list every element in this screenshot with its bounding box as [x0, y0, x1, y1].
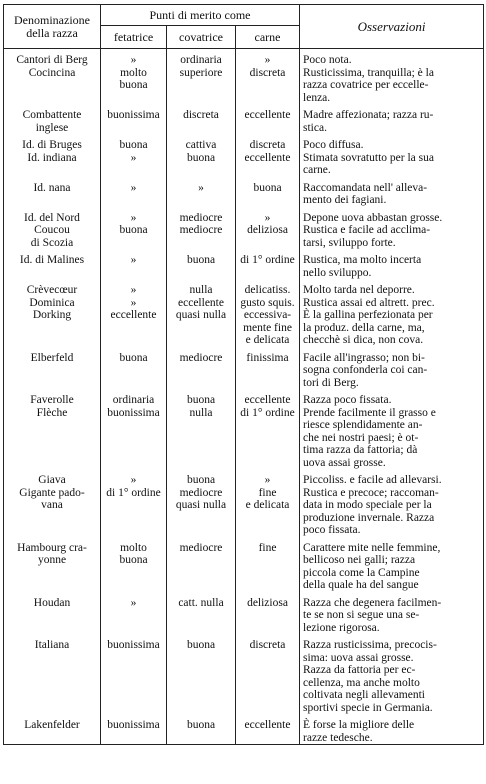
header-notes: Osservazioni	[300, 5, 484, 49]
breed-name-line: Giava	[38, 474, 66, 486]
meat-value-line: fine	[258, 541, 277, 554]
brooding-value-line: buona	[186, 639, 216, 651]
laying-value-line: »	[130, 254, 137, 266]
brooding-value	[167, 284, 236, 347]
brooding-value	[167, 597, 236, 635]
breed-name-line: Flèche	[36, 406, 68, 419]
breed-name	[4, 719, 101, 745]
notes-text-line: poco fissata.	[303, 524, 361, 536]
meat-value	[236, 284, 300, 347]
notes-text-line: Madre affezionata; razza ru-	[303, 109, 434, 121]
laying-value-line: buona	[119, 79, 148, 91]
breed-name-line: Lakenfelder	[24, 719, 80, 731]
brooding-value-line: discreta	[183, 109, 219, 121]
table-row	[4, 254, 484, 279]
meat-value	[236, 474, 300, 537]
brooding-value	[167, 139, 236, 177]
meat-value	[236, 639, 300, 714]
brooding-value	[167, 212, 236, 250]
breed-name-line: vana	[41, 499, 63, 511]
notes-text-line: Depone uova abbastan grosse.	[303, 211, 443, 224]
notes-text-line: mento dei fagiani.	[303, 194, 387, 206]
brooding-value-line: catt. nulla	[178, 596, 224, 609]
brooding-value-line: mediocre	[179, 486, 223, 499]
notes-text-line: uova assai grosse.	[303, 456, 386, 469]
brooding-value	[167, 54, 236, 104]
breed-name	[4, 284, 101, 347]
meat-value-line: e delicata	[245, 499, 290, 511]
notes-text-line: Razza poco fissata.	[303, 394, 392, 406]
laying-value-line: buona	[119, 139, 148, 151]
breed-name-line: Coucou	[34, 224, 70, 236]
table-row	[4, 212, 484, 250]
notes-text-line: stica.	[303, 121, 327, 134]
laying-value-line: buonissima	[107, 639, 160, 651]
notes-text	[300, 394, 484, 469]
brooding-value-line: mediocre	[179, 541, 223, 554]
breed-name-line: Elberfeld	[30, 351, 74, 364]
meat-value-line: discreta	[249, 66, 286, 79]
table-row	[4, 597, 484, 635]
laying-value	[101, 254, 167, 279]
breed-name	[4, 212, 101, 250]
notes-text-line: Rustica e facile ad acclima-	[303, 224, 431, 236]
breed-name-line: Faverolle	[30, 394, 74, 406]
table-row	[4, 639, 484, 714]
notes-text-line: Carattere mite nelle femmine,	[303, 541, 441, 554]
laying-value	[101, 284, 167, 347]
notes-text-line: Rustica, ma molto incerta	[303, 254, 422, 266]
brooding-value-line: eccellente	[178, 296, 224, 309]
notes-text-line: Piccoliss. e facile ad allevarsi.	[303, 474, 442, 486]
laying-value-line: »	[130, 54, 137, 66]
laying-value-line: buonissima	[107, 719, 160, 731]
meat-value	[236, 542, 300, 592]
brooding-value-line: buona	[186, 719, 216, 731]
breed-name-line: Dorking	[32, 309, 72, 321]
notes-text-line: te se non si segue una se-	[303, 609, 420, 621]
meat-value-line: delicatiss.	[244, 284, 291, 296]
meat-value	[236, 182, 300, 207]
laying-value-line: »	[130, 474, 137, 486]
notes-text	[300, 719, 484, 745]
meat-value	[236, 54, 300, 104]
header-laying: fetatrice	[101, 26, 167, 49]
notes-text	[300, 54, 484, 104]
brooding-value-line: buona	[186, 474, 216, 486]
notes-text-line: riesce splendidamente an-	[303, 419, 423, 431]
notes-text-line: checchè si dica, non cova.	[303, 334, 424, 346]
meat-value-line: eccellente	[244, 109, 291, 121]
notes-text-line: della quale ha del sangue	[303, 579, 419, 591]
meat-value	[236, 394, 300, 469]
breed-name-line: Cocincina	[28, 66, 76, 79]
laying-value-line: »	[130, 284, 137, 296]
notes-text-line: coltivata negli allevamenti	[303, 689, 425, 701]
notes-text-line: Stimata sovratutto per la sua	[303, 151, 434, 164]
laying-value	[101, 597, 167, 635]
notes-text-line: sogna confonderla coi can-	[303, 364, 428, 376]
laying-value-line: »	[130, 151, 137, 164]
laying-value	[101, 352, 167, 390]
notes-text-line: che nei nostri paesi; è ot-	[303, 431, 419, 444]
breed-name-line: Crèvecœur	[26, 284, 78, 296]
brooding-value-line: mediocre	[179, 224, 223, 236]
notes-text	[300, 352, 484, 390]
breed-name-line: Gigante pado-	[19, 486, 85, 499]
notes-text-line: piccola come la Campine	[303, 566, 420, 579]
notes-text-line: Molto tarda nel deporre.	[303, 284, 415, 296]
notes-text-line: cellenza, ma anche molto	[303, 676, 420, 689]
breed-name	[4, 54, 101, 104]
notes-text	[300, 109, 484, 134]
notes-text-line: Rustica assai ed altrett. prec.	[303, 296, 435, 309]
breed-name-line: Cantori di Berg	[16, 54, 88, 66]
notes-text	[300, 639, 484, 714]
breed-name	[4, 352, 101, 390]
notes-text	[300, 597, 484, 635]
meat-value	[236, 109, 300, 134]
brooding-value-line: mediocre	[179, 351, 223, 364]
breed-name-line: yonne	[37, 554, 67, 566]
meat-value	[236, 139, 300, 177]
laying-value-line: molto	[120, 66, 147, 79]
laying-value-line: buona	[119, 351, 148, 364]
laying-value	[101, 719, 167, 745]
notes-text-line: Rusticissima, tranquilla; è la	[303, 66, 434, 79]
notes-text-line: sportivi specie in Germania.	[303, 701, 433, 714]
table-row	[4, 352, 484, 390]
brooding-value	[167, 182, 236, 207]
breed-name	[4, 254, 101, 279]
meat-value	[236, 719, 300, 745]
breed-name-line: Id. del Nord	[24, 211, 80, 224]
breed-name-line: Italiana	[34, 639, 70, 651]
notes-text-line: Prende facilmente il grasso e	[303, 406, 436, 419]
notes-text-line: la produz. della carne, ma,	[303, 321, 425, 334]
table-row	[4, 394, 484, 469]
meat-value-line: di 1° ordine	[240, 406, 295, 419]
laying-value-line: buonissima	[107, 109, 160, 121]
breed-name-line: di Scozia	[30, 236, 74, 249]
brooding-value-line: quasi nulla	[175, 309, 227, 321]
meat-value-line: eccellente	[244, 151, 291, 164]
notes-text	[300, 542, 484, 592]
table-body	[4, 49, 484, 745]
brooding-value	[167, 474, 236, 537]
meat-value-line: »	[264, 54, 271, 66]
laying-value-line: eccellente	[110, 309, 157, 321]
laying-value-line: buona	[119, 554, 148, 566]
meat-value-line: »	[264, 211, 271, 224]
laying-value-line: ordinaria	[112, 394, 155, 406]
notes-text-line: lezione rigorosa.	[303, 621, 380, 634]
table-row	[4, 542, 484, 592]
brooding-value-line: buona	[186, 394, 216, 406]
breed-table	[3, 4, 484, 745]
table-row	[4, 182, 484, 207]
header-brooding: covatrice	[167, 26, 236, 49]
meat-value-line: eccellente	[244, 719, 291, 731]
table-row	[4, 139, 484, 177]
breed-name-line: Houdan	[33, 596, 71, 609]
brooding-value	[167, 542, 236, 592]
laying-value	[101, 212, 167, 250]
meat-value-line: discreta	[249, 639, 286, 651]
table-row	[4, 109, 484, 134]
table-row	[4, 284, 484, 347]
breed-name-line: Combattente	[22, 109, 82, 121]
breed-name	[4, 639, 101, 714]
notes-text-line: tori di Berg.	[303, 376, 359, 389]
notes-text	[300, 182, 484, 207]
brooding-value-line: superiore	[179, 66, 223, 79]
notes-text-line: razze tedesche.	[303, 731, 373, 744]
notes-text	[300, 474, 484, 537]
notes-text-line: sima: uova assai grosse.	[303, 651, 414, 664]
brooding-value	[167, 352, 236, 390]
breed-name	[4, 542, 101, 592]
table-row	[4, 719, 484, 745]
notes-text-line: produzione invernale. Razza	[303, 511, 435, 524]
laying-value-line: »	[130, 596, 137, 609]
meat-value-line: e delicata	[245, 334, 290, 346]
meat-value	[236, 597, 300, 635]
meat-value-line: di 1° ordine	[240, 254, 295, 266]
meat-value	[236, 212, 300, 250]
laying-value	[101, 109, 167, 134]
laying-value	[101, 474, 167, 537]
meat-value	[236, 352, 300, 390]
breed-name	[4, 109, 101, 134]
notes-text-line: Razza rusticissima, precocis-	[303, 639, 437, 651]
notes-text-line: tima razza da fattoria; dà	[303, 444, 418, 456]
laying-value-line: »	[130, 211, 137, 224]
breed-name-line: Id. di Malines	[19, 254, 85, 266]
brooding-value-line: cattiva	[185, 139, 217, 151]
meat-value-line: fine	[258, 486, 277, 499]
meat-value	[236, 254, 300, 279]
notes-text	[300, 284, 484, 347]
notes-text-line: Razza che degenera facilmen-	[303, 596, 442, 609]
laying-value-line: »	[130, 181, 137, 194]
notes-text-line: È forse la migliore delle	[303, 719, 415, 731]
breed-name-line: Id. nana	[33, 181, 71, 194]
notes-text-line: bellicoso nei galli; razza	[303, 554, 416, 566]
table-row	[4, 54, 484, 104]
breed-name-line: Hambourg cra-	[17, 541, 87, 554]
meat-value-line: buona	[253, 181, 282, 194]
meat-value-line: deliziosa	[247, 224, 288, 236]
laying-value	[101, 542, 167, 592]
brooding-value	[167, 109, 236, 134]
meat-value-line: mente fine	[243, 321, 292, 334]
meat-value-line: gusto squis.	[240, 296, 295, 309]
notes-text-line: tarsi, sviluppo forte.	[303, 236, 396, 249]
laying-value	[101, 394, 167, 469]
brooding-value	[167, 394, 236, 469]
breed-name	[4, 139, 101, 177]
header-merit-group: Punti di merito come	[101, 5, 300, 26]
laying-value	[101, 139, 167, 177]
notes-text-line: carne.	[303, 164, 331, 176]
breed-name	[4, 597, 101, 635]
meat-value-line: finissima	[246, 351, 289, 364]
notes-text	[300, 139, 484, 177]
meat-value-line: eccellente	[244, 394, 291, 406]
laying-value-line: molto	[120, 541, 147, 554]
meat-value-line: deliziosa	[247, 596, 288, 609]
breed-name	[4, 182, 101, 207]
laying-value-line: di 1° ordine	[106, 486, 161, 499]
laying-value-line: buonissima	[107, 406, 160, 419]
notes-text-line: Poco diffusa.	[303, 139, 364, 151]
brooding-value	[167, 719, 236, 745]
laying-value-line: »	[130, 296, 137, 309]
breed-name-line: Id. di Bruges	[22, 139, 82, 151]
notes-text-line: Razza da fattoria per ec-	[303, 664, 416, 676]
breed-name-line: Dominica	[29, 296, 75, 309]
header-breed: Denominazione della razza	[4, 5, 101, 49]
brooding-value-line: mediocre	[179, 211, 223, 224]
breed-name-line: Id. indiana	[27, 151, 77, 164]
brooding-value-line: nulla	[189, 284, 213, 296]
header-meat: carne	[236, 26, 300, 49]
meat-value-line: eccessiva-	[243, 309, 292, 321]
brooding-value-line: »	[198, 181, 204, 194]
table-row	[4, 474, 484, 537]
notes-text	[300, 212, 484, 250]
brooding-value-line: buona	[186, 151, 216, 164]
brooding-value-line: quasi nulla	[175, 499, 227, 511]
brooding-value-line: nulla	[189, 406, 213, 419]
laying-value	[101, 639, 167, 714]
laying-value	[101, 54, 167, 104]
notes-text-line: Poco nota.	[303, 54, 352, 66]
brooding-value-line: ordinaria	[180, 54, 222, 66]
notes-text-line: data in modo speciale per la	[303, 499, 432, 511]
breed-name-line: inglese	[35, 121, 69, 134]
notes-text	[300, 254, 484, 279]
notes-text-line: Raccomandata nell' alleva-	[303, 181, 428, 194]
meat-value-line: »	[264, 474, 271, 486]
notes-text-line: lenza.	[303, 91, 331, 104]
brooding-value	[167, 639, 236, 714]
notes-text-line: Rustica e precoce; raccoman-	[303, 486, 439, 499]
breed-name	[4, 474, 101, 537]
laying-value	[101, 182, 167, 207]
brooding-value	[167, 254, 236, 279]
breed-name	[4, 394, 101, 469]
brooding-value-line: buona	[186, 254, 216, 266]
notes-text-line: razza covatrice per eccelle-	[303, 79, 429, 91]
notes-text-line: Facile all'ingrasso; non bi-	[303, 351, 425, 364]
laying-value-line: buona	[119, 224, 148, 236]
meat-value-line: discreta	[249, 139, 286, 151]
notes-text-line: È la gallina perfezionata per	[303, 309, 433, 321]
notes-text-line: nello sviluppo.	[303, 266, 372, 279]
